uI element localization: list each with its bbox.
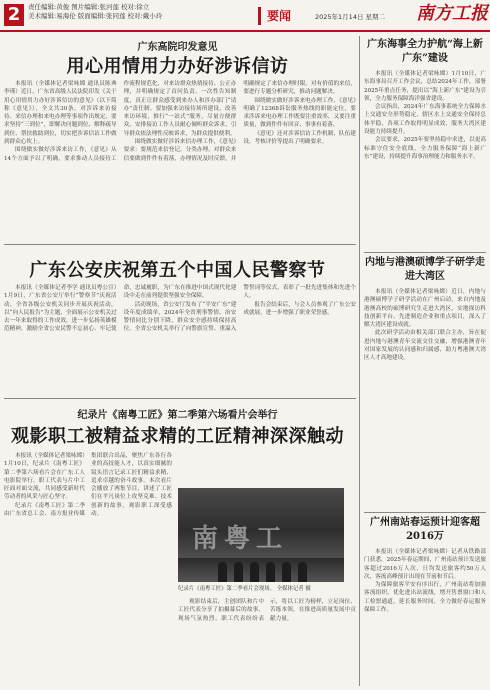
article1-paragraph: 围绕做实做好涉诉来电办理工作，《意见》明确了12368诉讼服务热线的职能定位，要求涉诉来电办理工作既要注重效率，又要注重质量，做到件件有回音、事事有着落。 (243, 97, 356, 129)
sidebar2-paragraph: 本报讯（全媒体记者梁咏嫦）近日，内地与港澳硕博学子研学活动在广州启动，来自内地及港澳高校的硕博研究生走进大湾区，实地探访科技创新平台、先进制造企业和重点项目，深入了解大湾区建设成就。 (364, 289, 486, 329)
sidebar3-paragraph: 为保障旅客平安有序出行，广州南站将加强客流组织，优化进出站流线，增开售票窗口和人工检票通道，延长服务时间，全力做好春运服务保障工作。 (364, 582, 486, 614)
page-number: 2 (4, 4, 24, 26)
sidebar-rule (364, 512, 486, 513)
photo-screen-title: 南粤工 (192, 524, 289, 554)
article3-body-right (178, 598, 356, 686)
article1-paragraph: 围绕做实做好涉诉来访工作，《意见》从14个方面予以了明确，要求推动人员接待工作流程规范化，对来访群众热情接待、公正办理，并明确规定了首问负责、一次性告知制度，真正让群众感受到来办人和涉办部门“请办”责任制。要加强来访接待场所建设，改善来访环境，推行“一站式”服务，尽量方便群众，安排接访工作人员耐心倾听群众诉求，引导群众依法理性反映诉求，为群众提供便利。 (4, 81, 237, 162)
article3-paragraph: 观影结束后，主创团队和片中工匠代表分享了拍摄幕后的故事，现场气氛热烈。职工代表纷纷表示，将以工匠为榜样，立足岗位、苦练本领，在推进高质量发展中贡献力量。 (178, 599, 356, 622)
article2-paragraph: 本报讯（全媒体记者李学 通讯员粤公宣）1月9日，广东省公安厅举行“警察节”庆祝活动，全省各级公安机关同步开展庆祝活动，以“向人民报告”为主题，全面展示公安机关过去一年来取得的工作成效，进一步弘扬英雄模范精神，激励全省公安民警不忘初心、牢记使命，忠诚履职，为广东在推进中国式现代化建设中走在前列提供坚强安全保障。 (4, 285, 237, 333)
photo-stage (178, 558, 344, 582)
editors-credit (28, 3, 268, 21)
sidebar3-headline: 广州南站春运预计迎客超2016万 (370, 517, 480, 542)
article2-paragraph: 活动现场，省公安厅发布了“平安广东”建设年度成绩单，2024年全省刑事警情、治安警情同比分别下降，群众安全感持续保持高位。全省公安机关举行了向警旗宣誓、重温入警誓词等仪式，表彰了一批先进集体和先进个人。 (123, 285, 356, 333)
article1-headline: 用心用情用力办好涉诉信访 (66, 56, 289, 77)
article1-body (4, 80, 356, 240)
article3-kicker: 纪录片《南粤工匠》第二季第六场看片会举行 (77, 410, 278, 421)
newspaper-logo: 南方工报 (416, 3, 488, 24)
photo-person (282, 562, 291, 582)
sidebar2-body (364, 288, 486, 508)
photo-person (234, 562, 243, 582)
article3-paragraph: 本报讯（全媒体记者梁咏嫦）1月10日，纪录片《南粤工匠》第二季第六场看片会在广东工人电影院举行，职工代表与片中工匠面对面交流，共同感受新时代劳动者的风采与匠心坚守。 (4, 453, 85, 501)
photo-caption: 纪录片《南粤工匠》第二季看片会现场。 全媒体记者 摄 (178, 586, 311, 592)
sidebar3-paragraph: 本报讯（全媒体记者梁咏嫦）记者从铁路部门获悉，2025年春运期间，广州南站预计发送旅客超过2016万人次，日均发送旅客约50万人次，客流高峰预计出现在节前和节后。 (364, 549, 486, 580)
article2-headline: 广东公安庆祝第五个中国人民警察节 (29, 260, 326, 281)
section-rule (4, 244, 356, 245)
issue-date: 2025年1月14日 星期二 (315, 13, 386, 21)
photo-person (250, 562, 259, 582)
article3-body-left (4, 452, 172, 686)
sidebar3-body (364, 548, 486, 686)
event-photo (178, 488, 344, 582)
sidebar2-paragraph: 此次研学活动由相关部门联合主办，旨在促进内地与港澳青年交流交往交融，增强港澳青年对国家发展的认同感和归属感，助力粤港澳大湾区人才高地建设。 (364, 330, 486, 362)
article1-kicker: 广东高院印发意见 (137, 42, 218, 53)
editors-line-1: 责任编辑:黄俊 图片编辑:张河莲 校对:徐立 (28, 3, 150, 11)
sidebar1-headline: 广东海事全力护航“海上新广东”建设 (367, 39, 483, 64)
photo-person (218, 562, 227, 582)
sidebar1-body (364, 70, 486, 248)
sidebar1-paragraph: 本报讯（全媒体记者梁咏嫦）1月10日，广东海事局召开工作会议，总结2024年工作，部署2025年重点任务，提出以“海上新广东”建设为引领，全力服务保障海洋强省建设。 (364, 71, 486, 102)
editors-line-2: 美术编辑:易海伦 版面编辑:张同莲 校对:戴小玲 (28, 12, 163, 20)
article1-paragraph: 围绕做实做好涉诉来信办理工作，《意见》要求：要规范来信登记、分类办理，对群众来信要做到件件有着落，办理情况及时反馈，并明确规定了来信办理时限。对有价值的来信，要进行专题分析研究，推动问题解决。 (123, 81, 356, 162)
photo-person (266, 562, 275, 582)
article2-body (4, 284, 356, 394)
article3-paragraph: 纪录片《南粤工匠》第二季由广东省总工会、南方报业传媒集团联合出品，聚焦广东各行各业的高技能人才，以真实细腻的镜头语言记录工匠们精益求精、追求卓越的奋斗故事。本次看片会播放了两集节目，讲述了工匠们在平凡岗位上攻坚克难、技术创新的故事，观影职工深受感动。 (4, 453, 172, 518)
article1-paragraph: 本报讯（全媒体记者梁咏嫦 通讯员陈典 李瑾）近日，广东省高级人民法院印发《关于用心用情用力办好涉诉信访的意见》（以下简称《意见》），全文共30条，对涉诉来访接待、来信办理和来电办理等事项作出规定，要求坚持“三到位”，即解决问题到位、解释疏导到位、帮扶救助到位，切实把涉诉信访工作做到群众心坎上。 (4, 81, 117, 146)
article1-paragraph: 《意见》还对涉诉信访工作机制、队伍建设、考核评价等提出了明确要求。 (243, 130, 356, 146)
article2-paragraph: 报告会结束后，与会人员参观了广东公安成就展，进一步增强了职业荣誉感。 (243, 301, 356, 316)
photo-person (298, 562, 307, 582)
sidebar2-headline: 内地与港澳硕博学子研学走进大湾区 (365, 257, 485, 282)
sidebar1-paragraph: 会议指出，2024年广东海事系统全力保障水上交通安全形势稳定，辖区水上交通安全保持总体平稳，各项工作取得明显成效，服务大湾区建设能力持续提升。 (364, 104, 486, 136)
article3-headline: 观影职工被精益求精的工匠精神深深触动 (11, 426, 344, 447)
section-rule (4, 398, 356, 399)
section-tag: 要闻 (258, 7, 297, 25)
sidebar-rule (364, 252, 486, 253)
page-header (0, 0, 490, 32)
sidebar1-paragraph: 会议要求，2025年要坚持稳中求进，以更高标准守住安全底线，全力服务保障“海上新广东”建设，持续提升海事治理能力和服务水平。 (364, 137, 486, 160)
